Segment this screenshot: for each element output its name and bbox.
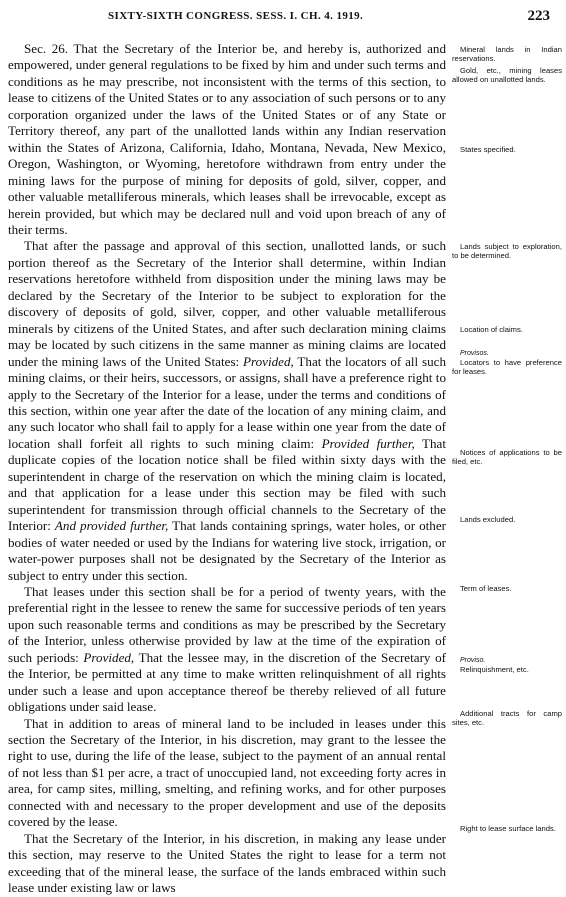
paragraph-exploration [8,238,446,584]
margin-note: Additional tracts for camp sites, etc. [452,709,562,727]
margin-note: Notices of applications to be filed, etc. [452,448,562,466]
running-head: SIXTY-SIXTH CONGRESS. SESS. I. CH. 4. 1919. [108,10,364,22]
margin-note: Location of claims. [460,325,523,334]
page-number: 223 [527,8,550,24]
paragraph-sec-26 [8,41,446,238]
margin-note: Proviso. [460,657,486,664]
proviso-label: Provided, [243,353,294,369]
margin-note: Right to lease surface lands. [460,824,556,833]
paragraph-text: That lands containing springs, water holes, or other bodies of water needed or used by the Indians for watering live stock, irrigation, or water-power purposes shall not be designated by the Secretary of the Interior as subject to entry under this section. [8,518,446,583]
proviso-label: And provided further, [54,518,169,534]
margin-note: Term of leases. [460,584,512,593]
margin-note: Lands subject to exploration, to be determined. [452,242,562,260]
margin-note: Mineral lands in Indian reservations. [452,45,562,63]
paragraph-text: Sec. 26. That the Secretary of the Interior be, and hereby is, authorized and empowered, under general regulations to be fixed by him and under such terms and conditions as he may prescribe, not inconsistent with the terms of this section, to lease to citizens of the United States or to any association of such persons or to any corporation organized under the laws of the United States or of any State or Territory thereof, any part of the unallotted lands within any Indian reservation within the States of Arizona, California, Idaho, Montana, Nevada, New Mexico, Oregon, Washington, or Wyoming, heretofore withdrawn from entry under the mining laws for the purpose of mining for deposits of gold, silver, copper, and other valuable metalliferous minerals, which leases shall be irrevocable, except as herein provided, but which may be declared null and void upon breach of any of their terms. [8,41,446,237]
margin-note: Provisos. [460,350,489,357]
paragraph-text: That in addition to areas of mineral land to be included in leases under this section the Secretary of the Interior, in his discretion, may grant to the lessee the right to use, during the life of the lease, subject to the payment of an annual rental of not less than $1 per acre, a tract of unoccupied land, not exceeding forty acres in area, for camp sites, milling, smelting, and refining works, and for other purposes connected with and necessary to the proper development and use of the deposits covered by the lease. [8,715,446,830]
paragraph-camp-sites [8,716,446,831]
margin-notes [452,0,564,892]
proviso-label: Provided further, [321,435,415,451]
paragraph-text: That the lessee may, in the discretion of the Secretary of the Interior, be permitted at any time to make written relinquishment of all rights under such a lease and upon acceptance thereof be thereby relieved of all future obligations under said lease. [8,649,446,715]
paragraph-text: That duplicate copies of the location notice shall be filed within sixty days with the superintendent in charge of the reservation on which the mining claim is located, and that application for a lease under this section may be filed with such superintendent for transmission through official channels to the Secretary of the Interior: [8,435,446,534]
margin-note: Gold, etc., mining leases allowed on unallotted lands. [452,66,562,84]
margin-note: Lands excluded. [460,515,516,524]
paragraph-text: That the Secretary of the Interior, in his discretion, in making any lease under this section, may reserve to the United States the right to lease for a term not exceeding that of the mineral lease, the surface of the lands embraced within such lease under existing law or laws [8,830,446,896]
body-text [8,41,446,897]
paragraph-text: That after the passage and approval of this section, unallotted lands, or such portion thereof as the Secretary of the Interior shall determine, within Indian reservations heretofore withheld from disposition under the mining laws may be declared by the Secretary of the Interior to be subject to exploration for the discovery of deposits of gold, silver, copper, and other valuable metalliferous minerals by citizens of the United States, and after such declaration mining claims may be located by such citizens in the same manner as mining claims are located under the mining laws of the United States: [8,238,446,369]
margin-note: Relinquishment, etc. [460,665,529,674]
margin-note: Locators to have preference for leases. [452,358,562,376]
paragraph-surface-lands [8,831,446,897]
proviso-label: Provided, [83,649,135,665]
paragraph-term-of-leases [8,584,446,716]
paragraph-text: That the locators of all such mining claims, or their heirs, successors, or assigns, shall have a preference right to apply to the Secretary of the Interior for a lease, under the terms and conditions of this section, within one year after the date of the location of any mining claim, and any such locator who shall fail to apply for a lease within one year from the date of location shall forfeit all rights to such mining claim: [8,353,446,451]
paragraph-text: That leases under this section shall be for a period of twenty years, with the preferential right in the lessee to renew the same for successive periods of ten years upon such reasonable terms and conditions as may be prescribed by the Secretary of the Interior, unless otherwise provided by law at the time of the expiration of such periods: [8,583,446,665]
margin-note: States specified. [460,145,516,154]
